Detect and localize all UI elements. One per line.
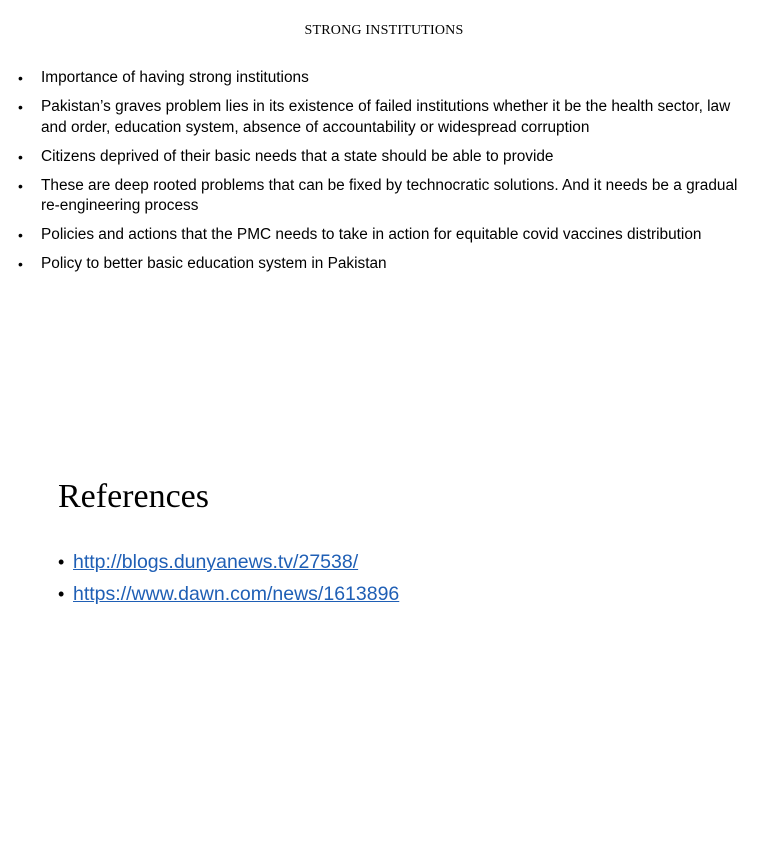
list-item bbox=[18, 225, 753, 246]
bullet-icon: • bbox=[18, 70, 23, 86]
list-item bbox=[18, 176, 753, 217]
bullet-text: Citizens deprived of their basic needs that a state should be able to provide bbox=[41, 147, 554, 165]
bullet-icon: • bbox=[18, 256, 23, 272]
reference-link-dunyanews[interactable]: http://blogs.dunyanews.tv/27538/ bbox=[73, 551, 359, 573]
bullet-list bbox=[18, 68, 753, 283]
bullet-text: Policies and actions that the PMC needs to take in action for equitable covid vaccines distribution bbox=[41, 226, 702, 243]
list-item bbox=[18, 97, 753, 138]
reference-item bbox=[58, 549, 399, 575]
list-item bbox=[18, 68, 753, 89]
bullet-text: Pakistan’s graves problem lies in its existence of failed institutions whether it be the health sector, law and order, education system, absence of accountability or widespread corruption bbox=[41, 98, 731, 136]
list-item bbox=[18, 147, 753, 168]
page-title: STRONG INSTITUTIONS bbox=[304, 23, 464, 38]
bullet-icon: • bbox=[58, 584, 65, 604]
bullet-text: Importance of having strong institutions bbox=[41, 69, 309, 86]
bullet-icon: • bbox=[18, 148, 23, 165]
bullet-text: Policy to better basic education system in Pakistan bbox=[41, 255, 387, 272]
reference-link-dawn[interactable]: https://www.dawn.com/news/1613896 bbox=[73, 583, 400, 605]
bullet-icon: • bbox=[18, 227, 23, 243]
reference-item bbox=[58, 581, 399, 607]
bullet-text: These are deep rooted problems that can be fixed by technocratic solutions. And it needs be a gradual re-engineering process bbox=[41, 176, 738, 214]
list-item bbox=[18, 254, 753, 275]
bullet-icon: • bbox=[18, 99, 23, 115]
references-heading: References bbox=[58, 478, 210, 515]
bullet-icon: • bbox=[18, 177, 23, 194]
references-list bbox=[58, 549, 399, 613]
bullet-icon: • bbox=[58, 552, 65, 572]
